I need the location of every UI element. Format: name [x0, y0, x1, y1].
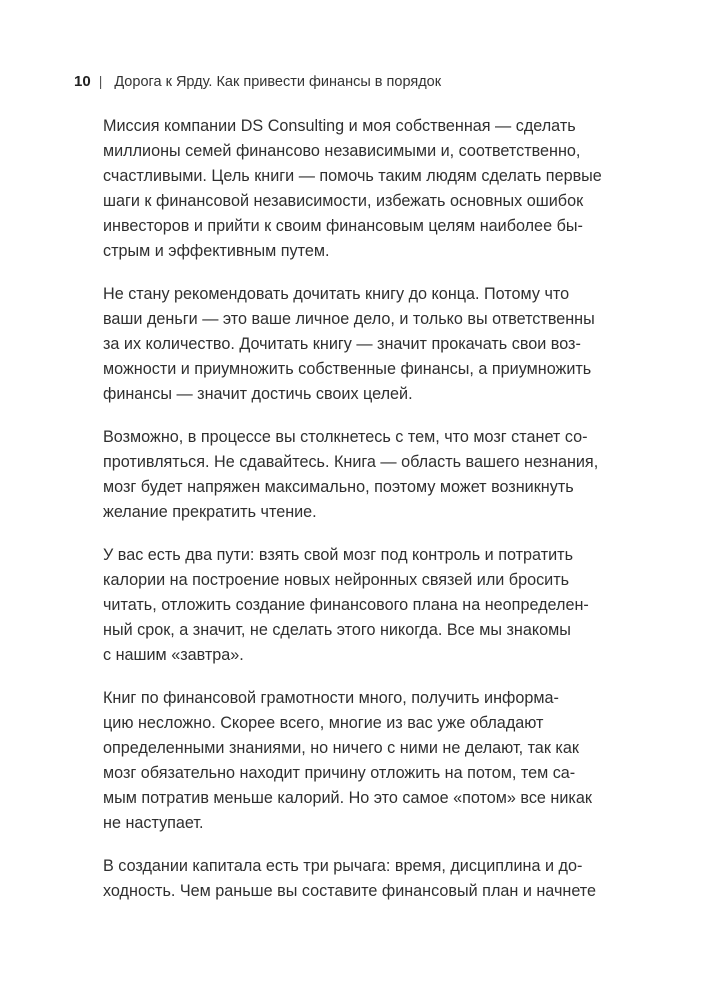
text-line: можности и приумножить собственные финансы, а приумножить — [103, 360, 592, 378]
paragraph-2 — [103, 282, 605, 407]
text-line: желание прекратить чтение. — [103, 503, 317, 521]
text-line: определенными знаниями, но ничего с ними не делают, так как — [103, 739, 579, 757]
paragraph-4 — [103, 543, 605, 668]
text-line: шаги к финансовой независимости, избежать основных ошибок — [103, 192, 584, 210]
text-line: за их количество. Дочитать книгу — значит прокачать свои воз- — [103, 335, 581, 353]
paragraph-1 — [103, 114, 605, 264]
page-number: 10 — [74, 73, 91, 90]
text-line: финансы — значит достичь своих целей. — [103, 385, 413, 403]
paragraph-5 — [103, 686, 605, 836]
text-line: противляться. Не сдавайтесь. Книга — область вашего незнания, — [103, 453, 599, 471]
text-line: стрым и эффективным путем. — [103, 242, 330, 260]
text-line: мозг обязательно находит причину отложить на потом, тем са- — [103, 764, 576, 782]
body-text — [103, 114, 605, 922]
text-line: цию несложно. Скорее всего, многие из вас уже обладают — [103, 714, 544, 732]
running-header — [74, 73, 441, 93]
text-line: Возможно, в процессе вы столкнетесь с тем, что мозг станет со- — [103, 428, 588, 446]
paragraph-3 — [103, 425, 605, 525]
header-separator: | — [98, 73, 103, 89]
text-line: В создании капитала есть три рычага: время, дисциплина и до- — [103, 857, 583, 875]
text-line: счастливыми. Цель книги — помочь таким людям сделать первые — [103, 167, 602, 185]
text-line: инвесторов и прийти к своим финансовым целям наиболее бы- — [103, 217, 583, 235]
text-line: У вас есть два пути: взять свой мозг под контроль и потратить — [103, 546, 574, 564]
text-line: ваши деньги — это ваше личное дело, и только вы ответственны — [103, 310, 595, 328]
text-line: калории на построение новых нейронных связей или бросить — [103, 571, 570, 589]
text-line: мым потратив меньше калорий. Но это самое «потом» все никак — [103, 789, 592, 807]
text-line: не наступает. — [103, 814, 204, 832]
text-line: миллионы семей финансово независимыми и, соответственно, — [103, 142, 581, 160]
text-line: читать, отложить создание финансового плана на неопределен- — [103, 596, 589, 614]
text-line: Книг по финансовой грамотности много, получить информа- — [103, 689, 559, 707]
text-line: Не стану рекомендовать дочитать книгу до конца. Потому что — [103, 285, 570, 303]
text-line: ный срок, а значит, не сделать этого никогда. Все мы знакомы — [103, 621, 571, 639]
text-line: Миссия компании DS Consulting и моя собственная — сделать — [103, 117, 576, 135]
paragraph-6 — [103, 854, 605, 904]
text-line: ходность. Чем раньше вы составите финансовый план и начнете — [103, 882, 597, 900]
text-line: мозг будет напряжен максимально, поэтому может возникнуть — [103, 478, 574, 496]
book-title: Дорога к Ярду. Как привести финансы в порядок — [114, 74, 442, 90]
text-line: с нашим «завтра». — [103, 646, 244, 664]
